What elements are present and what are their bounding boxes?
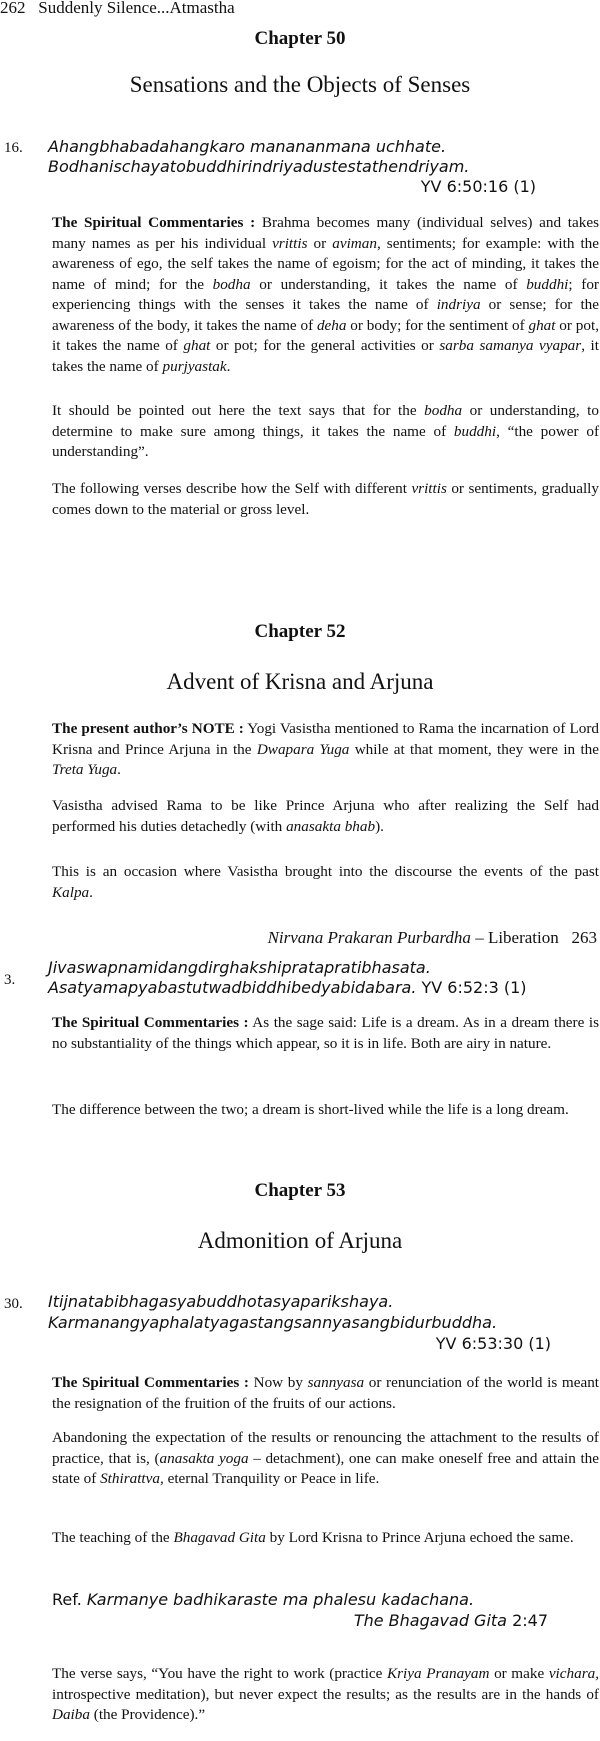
chapter-53-heading: Chapter 53 (254, 1180, 346, 1201)
text: or body; for the sentiment of (346, 316, 529, 334)
text: , “the power of understanding”. (52, 422, 599, 460)
term: sannyasa (307, 1374, 365, 1391)
verse-number: 3. (4, 972, 16, 988)
verse-line-1: Ahangbhabadahangkaro manananmana uchhate. (48, 137, 447, 156)
term: bodha (212, 275, 251, 293)
reference-source: The Bhagavad Gita (353, 1611, 507, 1630)
reference-source-line (354, 1611, 548, 1631)
text: by Lord Krisna to Prince Arjuna echoed the same. (265, 1529, 574, 1546)
chapter-53-title: Admonition of Arjuna (197, 1228, 403, 1253)
text: or make (489, 1665, 549, 1682)
text: or sentiments, gradually comes down to the material or gross level. (52, 480, 599, 518)
text: or (307, 234, 333, 252)
text: while at that moment, they were in the (349, 740, 600, 758)
term: buddhi (526, 275, 569, 293)
author-note-paragraph (52, 719, 599, 781)
verse-line-2: Asatyamapyabastutwadbiddhibedyabidabara. (48, 978, 417, 997)
term: aviman (332, 234, 377, 252)
body-paragraph (52, 401, 599, 463)
term: vrittis (272, 234, 308, 252)
verse-reference: YV 6:53:30 (1) (435, 1334, 551, 1353)
text: Abandoning the expectation of the results or renouncing the attachment to the results of practice, that is, ( (52, 1429, 599, 1467)
body-paragraph (52, 796, 599, 837)
term: bodha (424, 402, 463, 419)
verse-line-1: Jivaswapnamidangdirghakshipratapratibhasata. (48, 958, 431, 977)
page-footer (268, 928, 597, 948)
chapter-52-title: Advent of Krisna and Arjuna (166, 669, 434, 694)
text: The verse says, “You have the right to work (practice (52, 1665, 387, 1682)
chapter-50-title: Sensations and the Objects of Senses (129, 72, 471, 97)
text: ). (375, 817, 384, 835)
body-paragraph (52, 1664, 599, 1726)
text: Vasistha advised Rama to be like Prince Arjuna who after realizing the Self had performed his duties detachedly (with (52, 797, 599, 835)
text: As the sage said: Life is a dream. As in a dream there is no substantiality of the things which appear, so it is in life. Both are airy in nature. (52, 1014, 599, 1052)
footer-page-number: 263 (571, 928, 597, 947)
term: Treta Yuga (52, 761, 118, 778)
text: This is an occasion where Vasistha brought into the discourse the events of the past (52, 863, 599, 880)
verse-reference: YV 6:50:16 (1) (420, 177, 536, 196)
term: anasakta bhab (286, 817, 376, 835)
text: or understanding, to determine to make sure among things, it takes the name of (52, 402, 599, 440)
term: sarba samanya vyapar (439, 337, 582, 354)
term: deha (316, 316, 347, 334)
text: . (89, 883, 93, 901)
reference-verse-number: 2:47 (506, 1611, 548, 1630)
term: Daiba (52, 1706, 90, 1723)
chapter-52-heading: Chapter 52 (254, 621, 346, 642)
text: – detachment), one can make oneself free and attain the state of (52, 1449, 600, 1487)
reference-line (52, 1590, 474, 1610)
term: ghat (528, 316, 556, 334)
text: It should be pointed out here the text says that for the (52, 402, 425, 419)
text: . (226, 357, 231, 375)
text: . (117, 761, 121, 778)
term: vrittis (411, 480, 447, 497)
text: or pot, it takes the name of (52, 316, 599, 354)
term: Dwapara Yuga (256, 740, 350, 758)
commentary-label: The Spiritual Commentaries : (52, 214, 256, 231)
term: anasakta yoga (159, 1449, 249, 1467)
term: buddhi (453, 422, 497, 440)
verse-line-2: Bodhanischayatobuddhirindriyadustestathendriyam. (48, 157, 470, 176)
verse-reference: YV 6:52:3 (1) (416, 978, 527, 997)
text: , eternal Tranquility or Peace in life. (159, 1470, 380, 1487)
note-label: The present author’s NOTE : (52, 720, 244, 737)
commentary-paragraph (52, 213, 599, 377)
verse-number: 30. (4, 1296, 23, 1312)
commentary-label: The Spiritual Commentaries : (52, 1014, 249, 1031)
text: Now by (248, 1374, 308, 1391)
body-paragraph (52, 479, 599, 520)
text: , sentiments; for example: with the awareness of ego, the self takes the name of egoism; for the act of minding, it takes the name of mind; for the (52, 234, 599, 293)
footer-subtitle: – Liberation (470, 928, 559, 947)
text: The following verses describe how the Self with different (52, 480, 412, 497)
page-number: 262 (0, 0, 26, 17)
verse-number: 16. (4, 140, 23, 156)
body-paragraph (52, 1528, 599, 1549)
text: or pot; for the general activities or (210, 337, 440, 354)
text: Yogi Vasistha mentioned to Rama the incarnation of Lord Krisna and Prince Arjuna in the (52, 720, 599, 758)
running-title: Suddenly Silence...Atmastha (38, 0, 235, 17)
term: Kalpa (52, 883, 90, 901)
term: Kriya Pranayam (387, 1665, 490, 1682)
verse-line-2: Karmanangyaphalatyagastangsannyasangbidurbuddha. (48, 1313, 498, 1332)
term: Sthirattva (100, 1470, 160, 1487)
text: The teaching of the (52, 1529, 174, 1546)
verse-line-1: Itijnatabibhagasyabuddhotasyaparikshaya. (48, 1292, 394, 1311)
text: ; for experiencing things with the senses it takes the name of (52, 275, 599, 313)
commentary-paragraph (52, 1373, 599, 1414)
body-paragraph: The difference between the two; a dream is short-lived while the life is a long dream. (52, 1101, 569, 1118)
running-header (0, 0, 235, 18)
text: Brahma becomes many (individual selves) and takes many names as per his individual (52, 214, 599, 252)
commentary-paragraph (52, 1013, 599, 1054)
text: , introspective meditation), but never expect the results; as the results are in the hands of (52, 1665, 600, 1703)
term: vichara (548, 1665, 596, 1682)
text: , it takes the name of (52, 337, 599, 375)
text: or understanding, it takes the name of (250, 275, 527, 293)
footer-title: Nirvana Prakaran Purbardha (267, 928, 471, 947)
text: or sense; for the awareness of the body, it takes the name of (52, 296, 599, 334)
reference-label: Ref. (52, 1590, 82, 1609)
chapter-50-heading: Chapter 50 (254, 28, 346, 49)
term: purjyastak (162, 357, 227, 375)
verse-line-2-row (48, 978, 527, 997)
text: (the Providence).” (89, 1706, 206, 1723)
text: or renunciation of the world is meant the resignation of the fruition of the fruits of our actions. (52, 1374, 600, 1412)
term: Bhagavad Gita (173, 1529, 266, 1546)
term: ghat (183, 337, 211, 354)
body-paragraph (52, 862, 599, 903)
reference-text: Karmanye badhikaraste ma phalesu kadachana. (81, 1590, 475, 1609)
body-paragraph (52, 1428, 599, 1490)
commentary-label: The Spiritual Commentaries : (52, 1374, 249, 1391)
term: indriya (436, 296, 481, 313)
